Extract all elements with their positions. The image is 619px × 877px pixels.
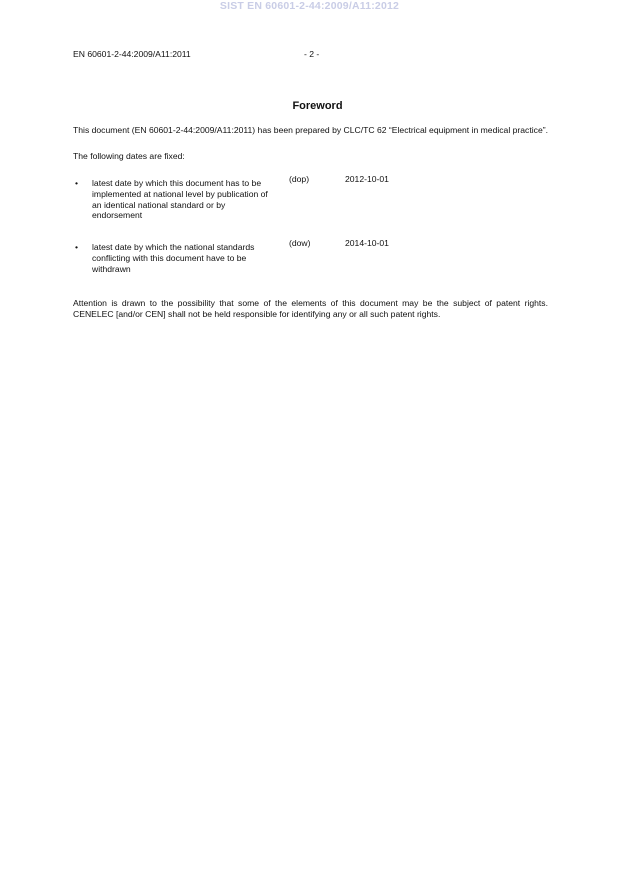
dates-intro: The following dates are fixed: <box>73 151 185 161</box>
header-document-id: EN 60601-2-44:2009/A11:2011 <box>73 49 191 59</box>
date-item-date: 2014-10-01 <box>345 238 389 248</box>
attention-paragraph: Attention is drawn to the possibility that some of the elements of this document may be the subject of patent rights. CENELEC [and/or CEN] shall not be held responsible for identifying any or all such patent rights. <box>73 298 548 319</box>
section-title: Foreword <box>292 100 343 112</box>
bullet-icon: • <box>75 242 79 252</box>
watermark: SIST EN 60601-2-44:2009/A11:2012 <box>219 0 400 12</box>
intro-paragraph: This document (EN 60601-2-44:2009/A11:2011) has been prepared by CLC/TC 62 “Electrical equipment in medical practice”. <box>73 125 548 135</box>
page-number: - 2 - <box>304 49 320 59</box>
date-item-date: 2012-10-01 <box>345 174 389 184</box>
date-item-text: latest date by which the national standards conflicting with this document have to be withdrawn <box>92 242 255 274</box>
date-item-code: (dop) <box>289 174 310 184</box>
date-item-code: (dow) <box>289 238 311 248</box>
date-item-text: latest date by which this document has to be implemented at national level by publication of an identical national standard or by endorsement <box>92 178 268 221</box>
bullet-icon: • <box>75 178 79 188</box>
